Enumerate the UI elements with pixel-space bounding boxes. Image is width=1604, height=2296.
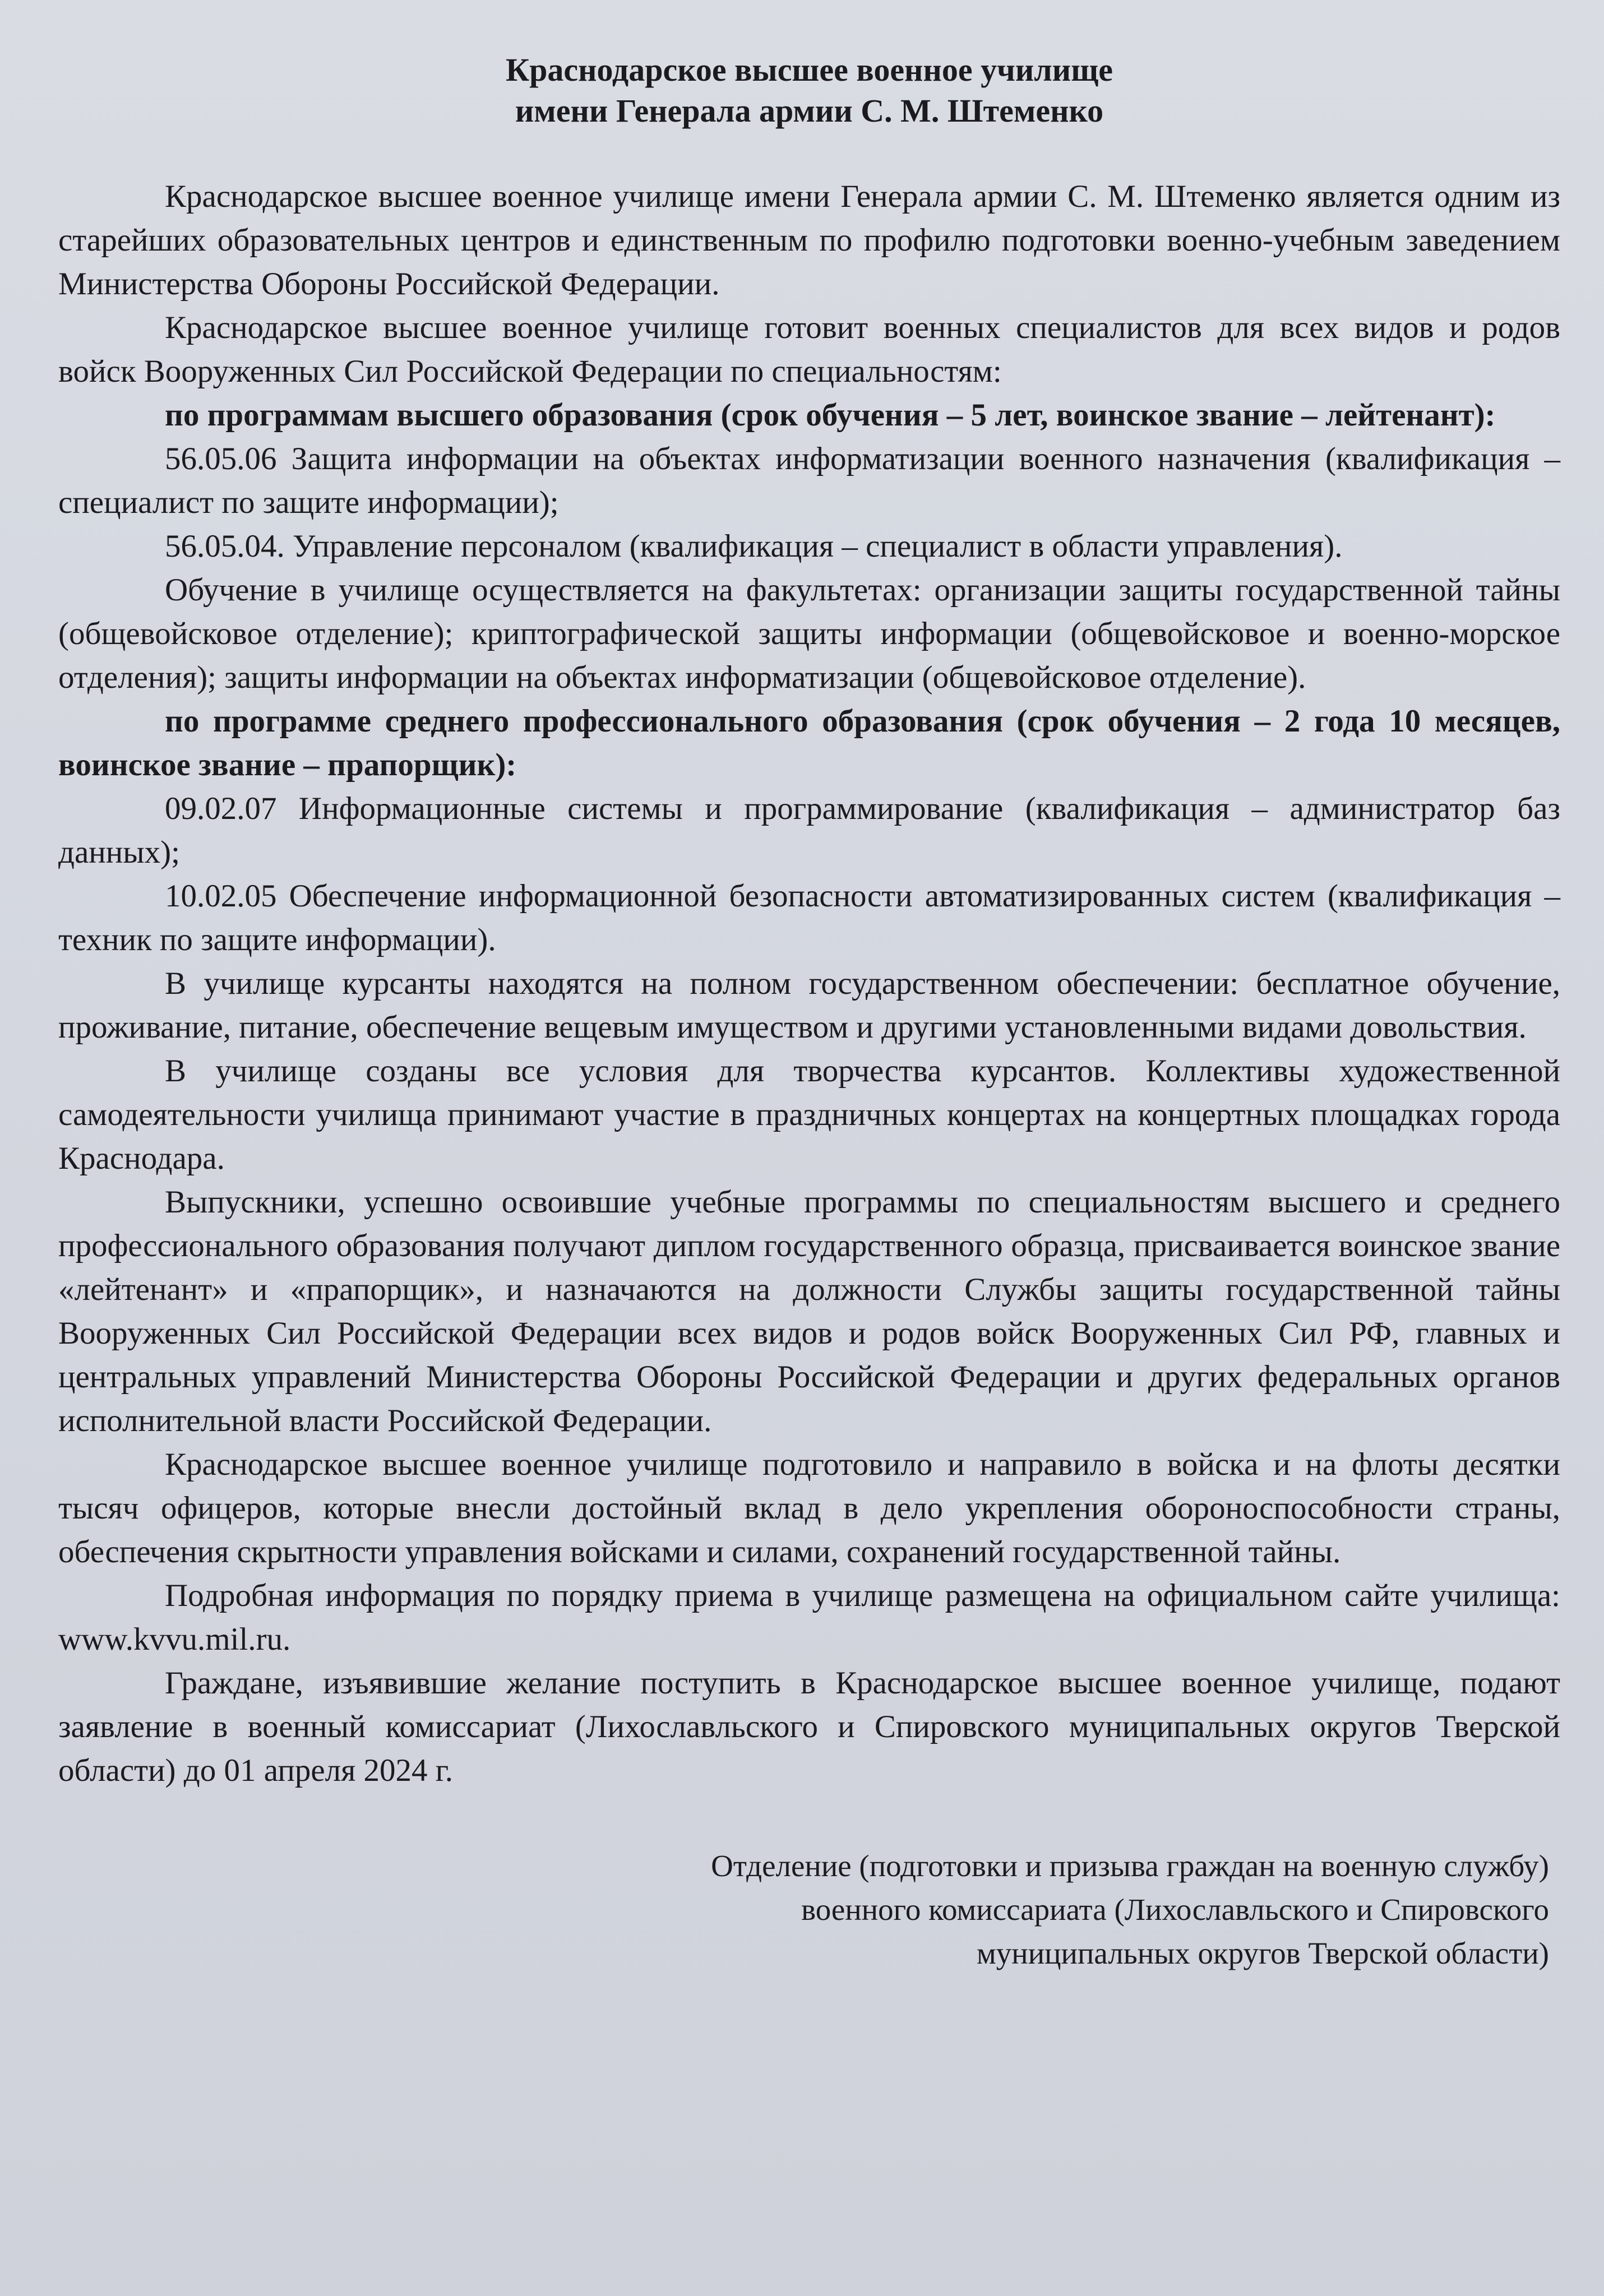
heading-higher-education: по программам высшего образования (срок обучения – 5 лет, воинское звание – лейтенант): — [165, 397, 1496, 433]
paragraph-application: Граждане, изъявившие желание поступить в Краснодарское высшее военное училище, подают заявление в военный комиссариат (Лихославльского и Спировского муниципальных округов Тверской области) до 01 апреля 2024 г. — [58, 1665, 1560, 1788]
paragraph-state-support: В училище курсанты находятся на полном государственном обеспечении: бесплатное обучение, проживание, питание, обеспечение вещевым имуществом и другими установленными видами довольствия. — [58, 966, 1560, 1045]
title-line-1: Краснодарское высшее военное училище — [506, 52, 1113, 88]
specialty-10-02-05: 10.02.05 Обеспечение информационной безопасности автоматизированных систем (квалификация – техник по защите информации). — [58, 878, 1560, 957]
specialty-09-02-07: 09.02.07 Информационные системы и программирование (квалификация – администратор баз данных); — [58, 791, 1560, 870]
signature-line-1: Отделение (подготовки и призыва граждан на военную службу) — [711, 1849, 1549, 1883]
title-line-2: имени Генерала армии С. М. Штеменко — [515, 92, 1104, 129]
paragraph-faculties: Обучение в училище осуществляется на факультетах: организации защиты государственной тайны (общевойсковое отделение); криптографической защиты информации (общевойсковое и военно-морское отделения); защиты информации на объектах информатизации (общевойсковое отделение). — [58, 572, 1560, 695]
document-body — [58, 175, 1560, 1793]
specialty-56-05-04: 56.05.04. Управление персоналом (квалификация – специалист в области управления). — [165, 529, 1343, 564]
document-title — [58, 49, 1560, 131]
signature-line-3: муниципальных округов Тверской области) — [976, 1936, 1549, 1970]
paragraph-intro: Краснодарское высшее военное училище имени Генерала армии С. М. Штеменко является одним из старейших образовательных центров и единственным по профилю подготовки военно-учебным заведением Министерства Обороны Российской Федерации. — [58, 179, 1560, 302]
signature-line-2: военного комиссариата (Лихославльского и Спировского — [801, 1892, 1549, 1927]
specialty-56-05-06: 56.05.06 Защита информации на объектах информатизации военного назначения (квалификация – специалист по защите информации); — [58, 441, 1560, 520]
paragraph-specialties: Краснодарское высшее военное училище готовит военных специалистов для всех видов и родов войск Вооруженных Сил Российской Федерации по специальностям: — [58, 310, 1560, 389]
paragraph-creativity: В училище созданы все условия для творчества курсантов. Коллективы художественной самодеятельности училища принимают участие в праздничных концертах на концертных площадках города Краснодара. — [58, 1053, 1560, 1176]
signature-block — [58, 1844, 1560, 1975]
paragraph-website: Подробная информация по порядку приема в училище размещена на официальном сайте училища: www.kvvu.mil.ru. — [58, 1578, 1560, 1657]
paragraph-graduates: Выпускники, успешно освоившие учебные программы по специальностям высшего и среднего профессионального образования получают диплом государственного образца, присваивается воинское звание «лейтенант» и «прапорщик», и назначаются на должности Службы защиты государственной тайны Вооруженных Сил Российской Федерации всех видов и родов войск Вооруженных Сил РФ, главных и центральных управлений Министерства Обороны Российской Федерации и других федеральных органов исполнительной власти Российской Федерации. — [58, 1184, 1560, 1438]
paragraph-officers: Краснодарское высшее военное училище подготовило и направило в войска и на флоты десятки тысяч офицеров, которые внесли достойный вклад в дело укрепления обороноспособности страны, обеспечения скрытности управления войсками и силами, сохранений государственной тайны. — [58, 1447, 1560, 1570]
heading-secondary-education: по программе среднего профессионального образования (срок обучения – 2 года 10 месяцев, воинское звание – прапорщик): — [58, 703, 1560, 783]
